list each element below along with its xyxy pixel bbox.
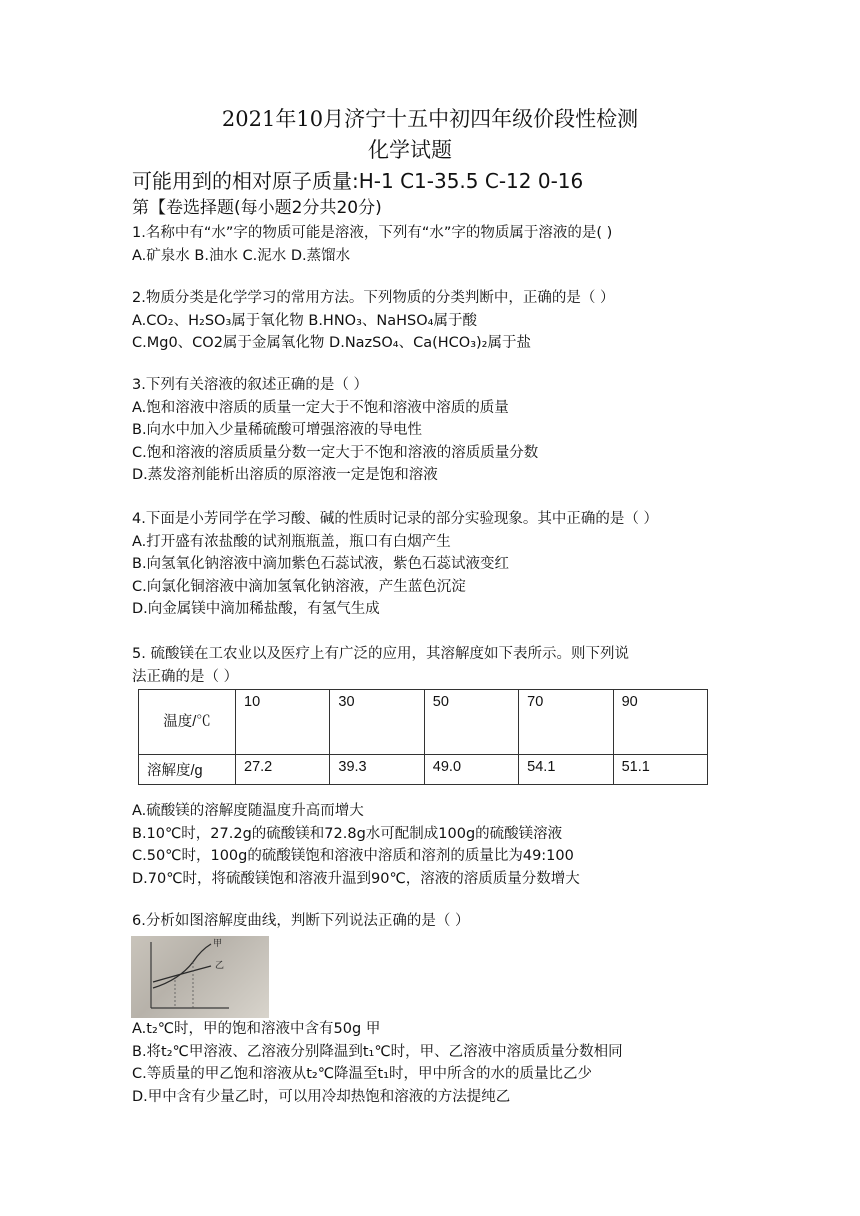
graph-label-jia: 甲: [213, 939, 223, 949]
question-3-option-a: A.饱和溶液中溶质的质量一定大于不饱和溶液中溶质的质量: [132, 399, 509, 416]
question-1: [132, 222, 732, 267]
solubility-curve-photo: [131, 936, 269, 1018]
question-5-stem-line1: 5. 硫酸镁在工农业以及医疗上有广泛的应用，其溶解度如下表所示。则下列说: [132, 646, 629, 662]
table-row: [139, 755, 708, 785]
question-2: [132, 287, 732, 355]
question-5-stem-line2: 法正确的是（ ）: [132, 668, 239, 685]
question-2-stem: 2.物质分类是化学学习的常用方法。下列物质的分类判断中，正确的是（ ）: [132, 290, 615, 306]
question-5-option-b: B.10℃时，27.2g的硫酸镁和72.8g水可配制成100g的硫酸镁溶液: [132, 825, 563, 842]
question-5-option-c: C.50℃时，100g的硫酸镁饱和溶液中溶质和溶剂的质量比为49:100: [132, 848, 574, 864]
question-5-options: [132, 800, 732, 890]
table-cell: 10: [236, 690, 330, 755]
table-cell: 51.1: [613, 755, 707, 785]
atomic-masses-line: 可能用到的相对原子质量:H-1 C1-35.5 C-12 0-16: [132, 169, 584, 193]
question-1-stem: 1.名称中有“水”字的物质可能是溶液，下列有“水”字的物质属于溶液的是( ): [132, 225, 613, 241]
question-3: [132, 374, 732, 487]
exam-title: 2021年10月济宁十五中初四年级价段性检测: [221, 107, 639, 131]
solubility-curve-graph: [131, 936, 269, 1018]
question-6-option-b: B.将t₂℃甲溶液、乙溶液分别降温到t₁℃时，甲、乙溶液中溶质质量分数相同: [132, 1043, 623, 1060]
table-cell: 39.3: [330, 755, 424, 785]
question-4-option-b: B.向氢氧化钠溶液中滴加紫色石蕊试液，紫色石蕊试液变红: [132, 556, 510, 572]
table-cell: 70: [519, 690, 613, 755]
question-4-option-c: C.向氯化铜溶液中滴加氢氧化钠溶液，产生蓝色沉淀: [132, 578, 466, 595]
question-3-option-c: C.饱和溶液的溶质质量分数一定大于不饱和溶液的溶质质量分数: [132, 444, 539, 461]
question-4-option-a: A.打开盛有浓盐酸的试剂瓶瓶盖，瓶口有白烟产生: [132, 533, 451, 550]
question-3-stem: 3.下列有关溶液的叙述正确的是（ ）: [132, 377, 368, 393]
table-cell: 50: [424, 690, 518, 755]
question-4-stem: 4.下面是小芳同学在学习酸、碱的性质时记录的部分实验现象。其中正确的是（ ）: [132, 511, 658, 527]
question-6-option-a: A.t₂℃时，甲的饱和溶液中含有50g 甲: [132, 1021, 381, 1037]
question-5-option-d: D.70℃时，将硫酸镁饱和溶液升温到90℃，溶液的溶质质量分数增大: [132, 870, 580, 887]
question-5-option-a: A.硫酸镁的溶解度随温度升高而增大: [132, 803, 364, 819]
table-cell: 49.0: [424, 755, 518, 785]
temperature-header-cell: 温度/℃: [139, 690, 236, 755]
question-3-option-d: D.蒸发溶剂能析出溶质的原溶液一定是饱和溶液: [132, 467, 438, 483]
table-cell: 30: [330, 690, 424, 755]
question-3-option-b: B.向水中加入少量稀硫酸可增强溶液的导电性: [132, 422, 423, 438]
question-6-option-c: C.等质量的甲乙饱和溶液从t₂℃降温至t₁时，甲中所含的水的质量比乙少: [132, 1066, 593, 1082]
question-2-options-ab: A.CO₂、H₂SO₃属于氧化物 B.HNO₃、NaHSO₄属于酸: [132, 312, 477, 329]
question-2-options-cd: C.Mg0、CO2属于金属氧化物 D.NazSO₄、Ca(HCO₃)₂属于盐: [132, 335, 531, 351]
exam-subtitle: 化学试题: [368, 138, 452, 162]
curve-yi: [153, 966, 211, 982]
table-cell: 90: [613, 690, 707, 755]
question-6-stem: 6.分析如图溶解度曲线，判断下列说法正确的是（ ）: [132, 913, 470, 929]
solubility-header-cell: 溶解度/g: [139, 755, 236, 785]
solubility-table: [138, 689, 708, 785]
question-4: [132, 508, 732, 621]
question-4-option-d: D.向金属镁中滴加稀盐酸，有氢气生成: [132, 601, 380, 617]
table-cell: 54.1: [519, 755, 613, 785]
question-6-stem-wrap: [132, 910, 732, 933]
curve-jia: [153, 944, 211, 988]
question-5: [132, 643, 732, 688]
question-6-options: [132, 1018, 732, 1108]
question-1-options: A.矿泉水 B.油水 C.泥水 D.蒸馏水: [132, 247, 351, 264]
question-6-option-d: D.甲中含有少量乙时，可以用冷却热饱和溶液的方法提纯乙: [132, 1088, 511, 1105]
graph-label-yi: 乙: [215, 961, 225, 971]
table-row: [139, 690, 708, 755]
table-cell: 27.2: [236, 755, 330, 785]
section-heading: 第【卷选择题(每小题2分共20分): [132, 198, 382, 218]
